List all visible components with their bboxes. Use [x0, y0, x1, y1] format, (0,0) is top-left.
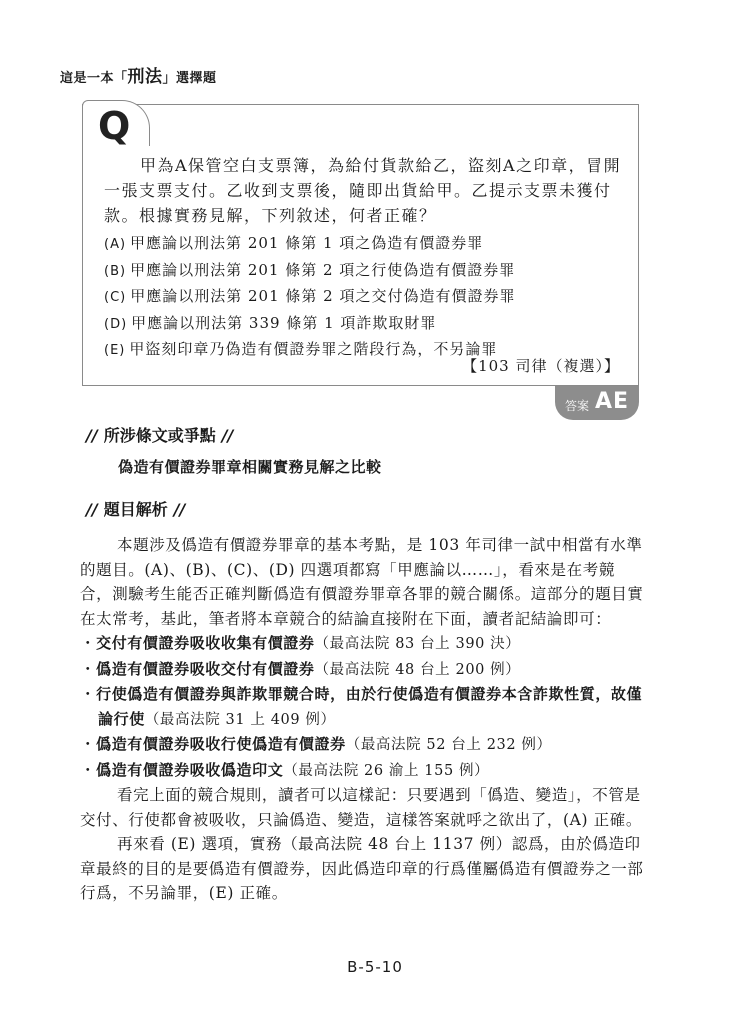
option-b: [104, 258, 624, 285]
rule-citation: （最高法院 83 台上 390 決）: [314, 636, 521, 652]
rule-text: 僞造有價證券吸收僞造印文: [96, 760, 284, 779]
running-head-suffix: 」選擇題: [162, 71, 217, 86]
analysis-paragraph: 本題涉及僞造有價證券罪章的基本考點，是 103 年司律一試中相當有水準的題目。(A)、(B)、(C)、(D) 四選項都寫「甲應論以……」，看來是在考競合，測驗考生能否正確判斷僞造有價證券罪章各罪的競合關係。這部分的題目實在太常考，基此，筆者將本章競合的結論直接附在下面，讀者記結論即可：: [80, 536, 644, 628]
option-list: [104, 231, 624, 364]
option-c: [104, 284, 624, 311]
section-heading-dispute: [80, 423, 239, 446]
slash-icon: //: [173, 500, 186, 519]
analysis-paragraph: 再來看 (E) 選項，實務（最高法院 48 台上 1137 例）認爲，由於僞造印章最終的目的是要僞造有價證券，因此僞造印章的行爲僅屬僞造有價證券之一部行爲，不另論罪，(E) 正確。: [80, 835, 644, 902]
rule-bullet: ・僞造有價證券吸收行使僞造有價證券（最高法院 52 台上 232 例）: [80, 735, 552, 753]
rule-text: 行使僞造有價證券與詐欺罪競合時，由於行使僞造有價證券本含詐欺性質，故僅論行使: [96, 685, 643, 728]
running-head-prefix: 這是一本「: [60, 71, 128, 86]
option-letter: (E): [104, 343, 126, 358]
rule-text: 交付有價證券吸收收集有價證券: [96, 634, 315, 652]
rule-citation: （最高法院 31 上 409 例）: [144, 711, 336, 728]
option-text: 甲應論以刑法第 201 條第 2 項之行使偽造有價證券罪: [130, 260, 516, 279]
rule-bullet: ・交付有價證券吸收收集有價證券（最高法院 83 台上 390 決）: [80, 634, 521, 652]
option-text: 甲應論以刑法第 339 條第 1 項詐欺取財罪: [131, 313, 437, 332]
option-a: [104, 231, 624, 258]
analysis-paragraph: 看完上面的競合規則，讀者可以這樣記：只要遇到「僞造、變造」，不管是交付、行使都會被吸收，只論僞造、變造，這樣答案就呼之欲出了，(A) 正確。: [80, 786, 642, 829]
running-head-title: 刑法: [127, 67, 163, 87]
option-letter: (A): [104, 237, 127, 252]
rule-bullet: ・行使僞造有價證券與詐欺罪競合時，由於行使僞造有價證券本含詐欺性質，故僅論行使（最高法院 31 上 409 例）: [80, 685, 643, 728]
rule-text: 僞造有價證券吸收交付有價證券: [96, 659, 315, 678]
section-heading-analysis: [80, 497, 191, 520]
option-d: [104, 311, 624, 338]
dispute-text: 偽造有價證券罪章相關實務見解之比較: [118, 458, 382, 476]
rule-bullet: ・僞造有價證券吸收僞造印文（最高法院 26 渝上 155 例）: [80, 760, 490, 779]
question-label: Q: [98, 104, 131, 148]
slash-icon: //: [86, 500, 98, 519]
rule-citation: （最高法院 26 渝上 155 例）: [283, 762, 490, 779]
question-source: 【103 司律（複選）】: [462, 357, 620, 375]
rule-citation: （最高法院 48 台上 200 例）: [314, 661, 521, 678]
section-title: 所涉條文或爭點: [103, 426, 216, 445]
rule-text: 僞造有價證券吸收行使僞造有價證券: [96, 735, 346, 753]
option-letter: (C): [104, 290, 127, 305]
answer-label: 答案: [565, 399, 590, 413]
option-text: 甲盜刻印章乃偽造有價證券罪之階段行為，不另論罪: [129, 340, 498, 358]
answer-value: AE: [595, 389, 630, 414]
page-number: B-5-10: [347, 958, 403, 976]
slash-icon: //: [221, 426, 234, 445]
question-stem: [104, 153, 624, 228]
option-text: 甲應論以刑法第 201 條第 2 項之交付偽造有價證券罪: [130, 287, 516, 305]
option-letter: (D): [104, 316, 128, 332]
section-title: 題目解析: [103, 500, 168, 519]
analysis-body: [80, 533, 645, 906]
option-text: 甲應論以刑法第 201 條第 1 項之偽造有價證券罪: [130, 234, 484, 252]
rule-bullet: ・僞造有價證券吸收交付有價證券（最高法院 48 台上 200 例）: [80, 659, 521, 678]
answer-badge: [555, 386, 639, 420]
running-head: [60, 62, 217, 87]
slash-icon: //: [86, 426, 98, 445]
option-letter: (B): [104, 263, 127, 279]
question-stem-text: 甲為A保管空白支票簿，為給付貨款給乙，盜刻A之印章，冒開一張支票支付。乙收到支票後，隨即出貨給甲。乙提示支票未獲付款。根據實務見解，下列敘述，何者正確？: [104, 156, 622, 225]
rule-citation: （最高法院 52 台上 232 例）: [345, 737, 552, 753]
